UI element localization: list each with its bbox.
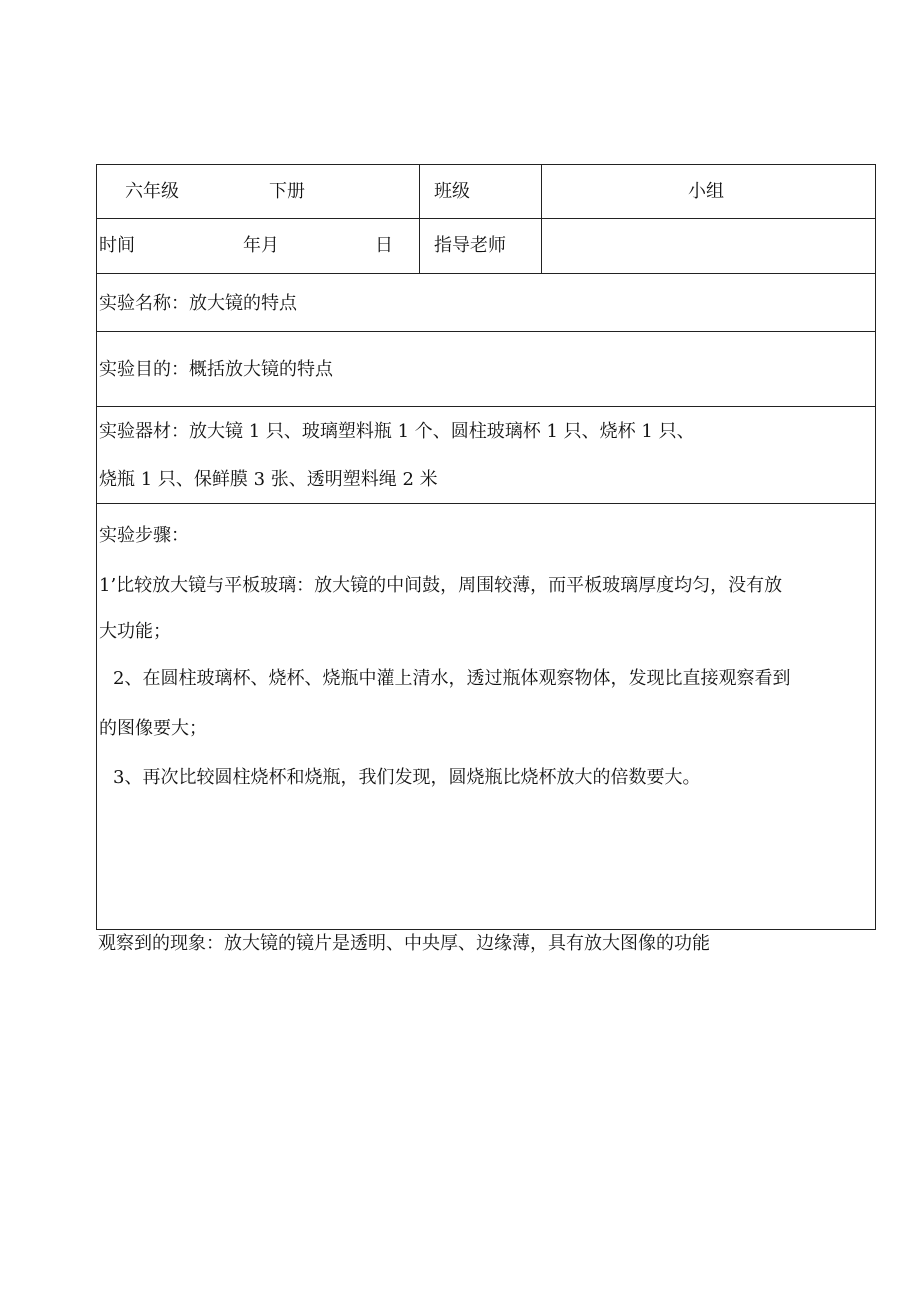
step-1-line-1: 1’比较放大镜与平板玻璃：放大镜的中间鼓，周围较薄，而平板玻璃厚度均匀，没有放 (99, 575, 783, 596)
materials-line-2: 烧瓶 1 只、保鲜膜 3 张、透明塑料绳 2 米 (99, 469, 438, 490)
header-row (97, 165, 875, 219)
volume-text: 下册 (269, 181, 305, 202)
experiment-name-row (97, 274, 875, 332)
step-3-line-1: 3、再次比较圆柱烧杯和烧瓶，我们发现，圆烧瓶比烧杯放大的倍数要大。 (113, 767, 701, 788)
time-cell (97, 219, 420, 273)
day-text: 日 (375, 235, 393, 256)
steps-label: 实验步骤： (99, 525, 189, 546)
step-2-line-2: 的图像要大； (99, 718, 207, 739)
class-label: 班级 (434, 181, 470, 202)
experiment-record-table (96, 164, 876, 930)
class-cell (420, 165, 542, 218)
time-row (97, 219, 875, 274)
teacher-value-cell (542, 219, 875, 273)
step-1-line-2: 大功能； (99, 621, 171, 642)
teacher-label: 指导老师 (434, 235, 506, 256)
experiment-purpose: 实验目的：概括放大镜的特点 (99, 359, 333, 380)
materials-line-1: 实验器材：放大镜 1 只、玻璃塑料瓶 1 个、圆柱玻璃杯 1 只、烧杯 1 只、 (99, 421, 695, 442)
experiment-purpose-row (97, 332, 875, 407)
group-cell (542, 165, 875, 218)
group-label: 小组 (688, 181, 724, 202)
step-2-line-1: 2、在圆柱玻璃杯、烧杯、烧瓶中灌上清水，透过瓶体观察物体，发现比直接观察看到 (113, 668, 791, 689)
teacher-label-cell (420, 219, 542, 273)
experiment-steps-row (97, 504, 875, 929)
grade-text: 六年级 (125, 181, 179, 202)
grade-volume-cell (97, 165, 420, 218)
experiment-materials-row (97, 407, 875, 504)
observation-text: 观察到的现象：放大镜的镜片是透明、中央厚、边缘薄，具有放大图像的功能 (98, 933, 710, 954)
experiment-name: 实验名称：放大镜的特点 (99, 293, 297, 314)
year-month-text: 年月 (243, 235, 279, 256)
time-label: 时间 (99, 235, 135, 256)
